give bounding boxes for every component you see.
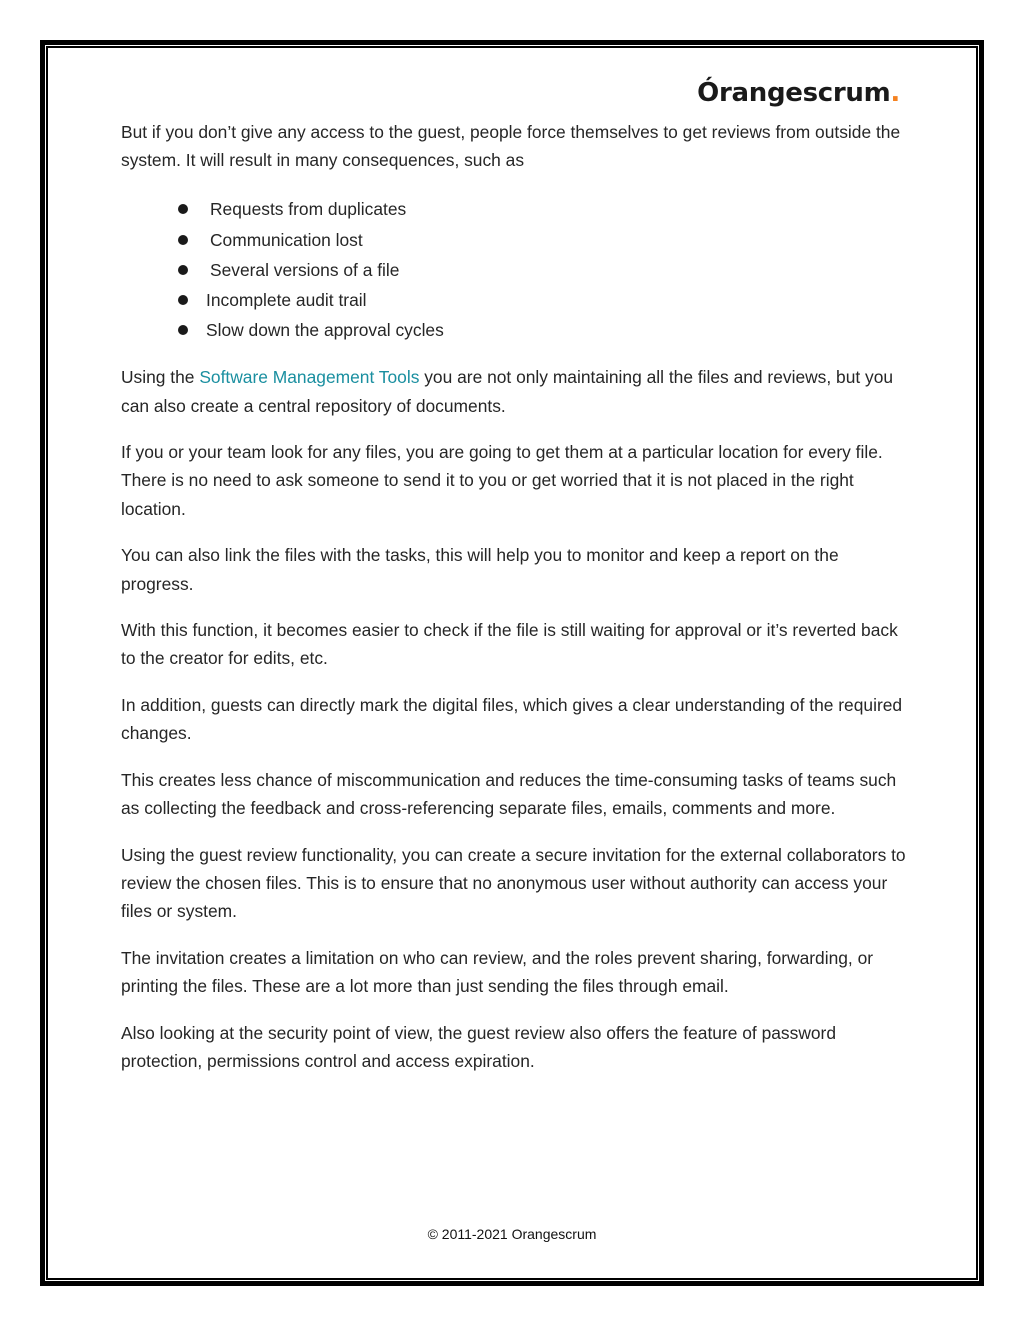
list-item-text: Slow down the approval cycles [206,320,444,341]
paragraph-text-after-link: you are not only maintaining all the files and reviews, but you can also create a central repository of documents. [121,367,894,416]
bullet-icon [178,325,188,335]
bullet-icon [178,265,188,275]
bullet-icon [178,235,188,245]
orangescrum-logo [697,68,900,108]
body-paragraph: Using the guest review functionality, you can create a secure invitation for the external collaborators to review the chosen files. This is to ensure that no anonymous user without authority can access your files or system. [121,844,906,922]
bullet-icon [178,204,188,214]
paragraph-text-before-link: Using the [121,367,200,388]
body-paragraph: You can also link the files with the tasks, this will help you to monitor and keep a report on the progress. [121,545,839,594]
consequences-list [121,194,911,345]
logo-accent-dot: . [890,78,900,108]
list-item [121,255,911,285]
list-item-text: Communication lost [210,229,363,250]
list-item [121,225,911,255]
list-item [121,285,911,315]
copyright-footer: © 2011-2021 Orangescrum [427,1226,597,1242]
body-paragraph: This creates less chance of miscommunication and reduces the time-consuming tasks of teams such as collecting the feedback and cross-referencing separate files, emails, comments and more. [121,770,897,819]
software-management-tools-link[interactable]: Software Management Tools [199,367,420,388]
body-paragraph: The invitation creates a limitation on who can review, and the roles prevent sharing, forwarding, or printing the files. These are a lot more than just sending the files through email. [121,948,874,997]
body-paragraph: In addition, guests can directly mark the digital files, which gives a clear understanding of the required changes. [121,695,903,744]
list-item-text: Requests from duplicates [210,199,407,220]
list-item-text: Incomplete audit trail [206,289,367,310]
list-item-text: Several versions of a file [210,259,400,280]
document-body [121,118,911,1094]
bullet-icon [178,295,188,305]
software-tools-paragraph [121,363,911,419]
list-item [121,315,911,345]
body-paragraph: If you or your team look for any files, you are going to get them at a particular location for every file. There is no need to ask someone to send it to you or get worried that it is not placed in the right location. [121,442,883,519]
list-item [121,194,911,224]
logo-wordmark: Órangescrum [697,78,891,108]
body-paragraph: Also looking at the security point of view, the guest review also offers the feature of password protection, permissions control and access expiration. [121,1023,837,1072]
body-paragraph: With this function, it becomes easier to check if the file is still waiting for approval or it’s reverted back to the creator for edits, etc. [121,620,898,669]
intro-paragraph: But if you don’t give any access to the guest, people force themselves to get reviews from outside the system. It will result in many consequences, such as [121,122,901,171]
